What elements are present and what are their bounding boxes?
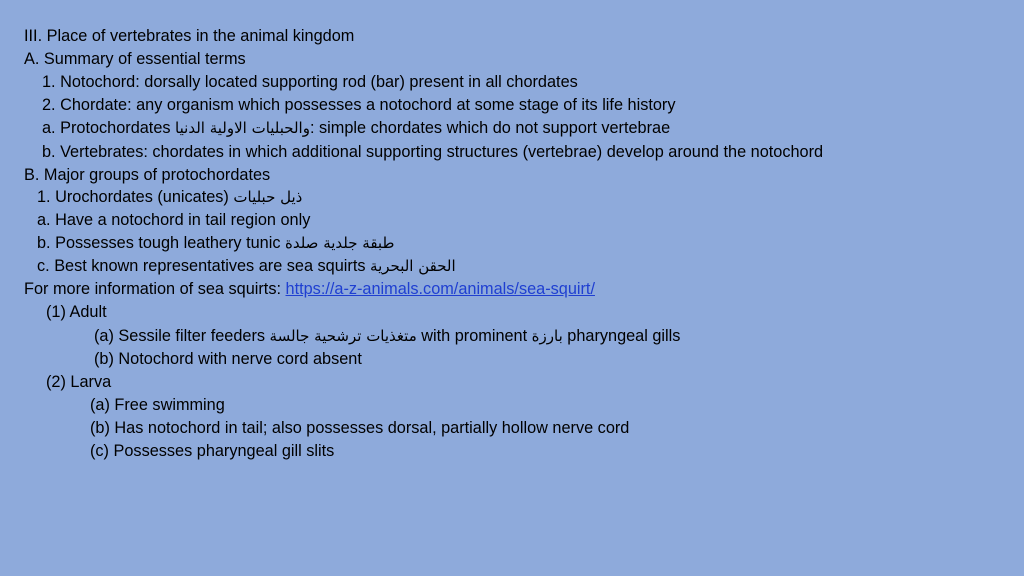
- term-notochord: [42, 72, 578, 92]
- adult-point-a: [94, 326, 680, 346]
- line-text: (b) Has notochord in tail; also possesses dorsal, partially hollow nerve cord: [90, 419, 630, 437]
- more-info-line: [24, 279, 595, 299]
- line-text: (a) Sessile filter feeders: [94, 327, 270, 345]
- sea-squirt-link[interactable]: https://a-z-animals.com/animals/sea-squirt/: [285, 280, 595, 298]
- larva-point-c: [90, 441, 334, 461]
- point-leathery-tunic: [37, 233, 394, 253]
- line-text: b. Possesses tough leathery tunic: [37, 234, 285, 252]
- larva-heading: [46, 372, 111, 392]
- larva-point-b: [90, 418, 629, 438]
- line-text: 1. Urochordates (unicates): [37, 188, 234, 206]
- line-text: 1. Notochord: dorsally located supporting rod (bar) present in all chordates: [42, 73, 578, 91]
- heading-place-of-vertebrates: [24, 26, 354, 46]
- line-text: (1) Adult: [46, 303, 107, 321]
- term-vertebrates: [42, 142, 823, 162]
- line-text: (2) Larva: [46, 373, 112, 391]
- line-text: pharyngeal gills: [562, 327, 681, 345]
- line-text: a. Protochordates: [42, 119, 176, 137]
- line-text: (a) Free swimming: [90, 396, 225, 414]
- section-b-heading: [24, 165, 270, 185]
- line-text: (b) Notochord with nerve cord absent: [94, 350, 362, 368]
- arabic-term: ذيل حبليات: [233, 188, 303, 206]
- line-text: 2. Chordate: any organism which possesses a notochord at some stage of its life history: [42, 96, 676, 114]
- line-text: c. Best known representatives are sea squirts: [37, 257, 371, 275]
- adult-heading: [46, 302, 107, 322]
- line-text: with prominent: [416, 327, 532, 345]
- line-text: B. Major groups of protochordates: [24, 166, 271, 184]
- arabic-term: طبقة جلدية صلدة: [284, 234, 395, 252]
- larva-point-a: [90, 395, 225, 415]
- arabic-term: متغذيات ترشحية جالسة: [269, 327, 417, 345]
- line-text: III. Place of vertebrates in the animal kingdom: [24, 27, 355, 45]
- arabic-term: والحبليات الاولية الدنيا: [175, 119, 310, 137]
- line-text: For more information of sea squirts:: [24, 280, 286, 298]
- arabic-term: بارزة: [531, 327, 563, 345]
- point-notochord-tail: [37, 210, 310, 230]
- line-text: b. Vertebrates: chordates in which additional supporting structures (vertebrae) develop around the notochord: [42, 143, 824, 161]
- line-text: (c) Possesses pharyngeal gill slits: [90, 442, 335, 460]
- term-chordate: [42, 95, 675, 115]
- term-protochordates: [42, 118, 670, 138]
- adult-point-b: [94, 349, 362, 369]
- line-text: A. Summary of essential terms: [24, 50, 246, 68]
- line-text: : simple chordates which do not support vertebrae: [309, 119, 671, 137]
- section-a-heading: [24, 49, 246, 69]
- point-sea-squirts: [37, 256, 456, 276]
- arabic-term: الحقن البحرية: [370, 257, 456, 275]
- group-urochordates: [37, 187, 302, 207]
- line-text: a. Have a notochord in tail region only: [37, 211, 311, 229]
